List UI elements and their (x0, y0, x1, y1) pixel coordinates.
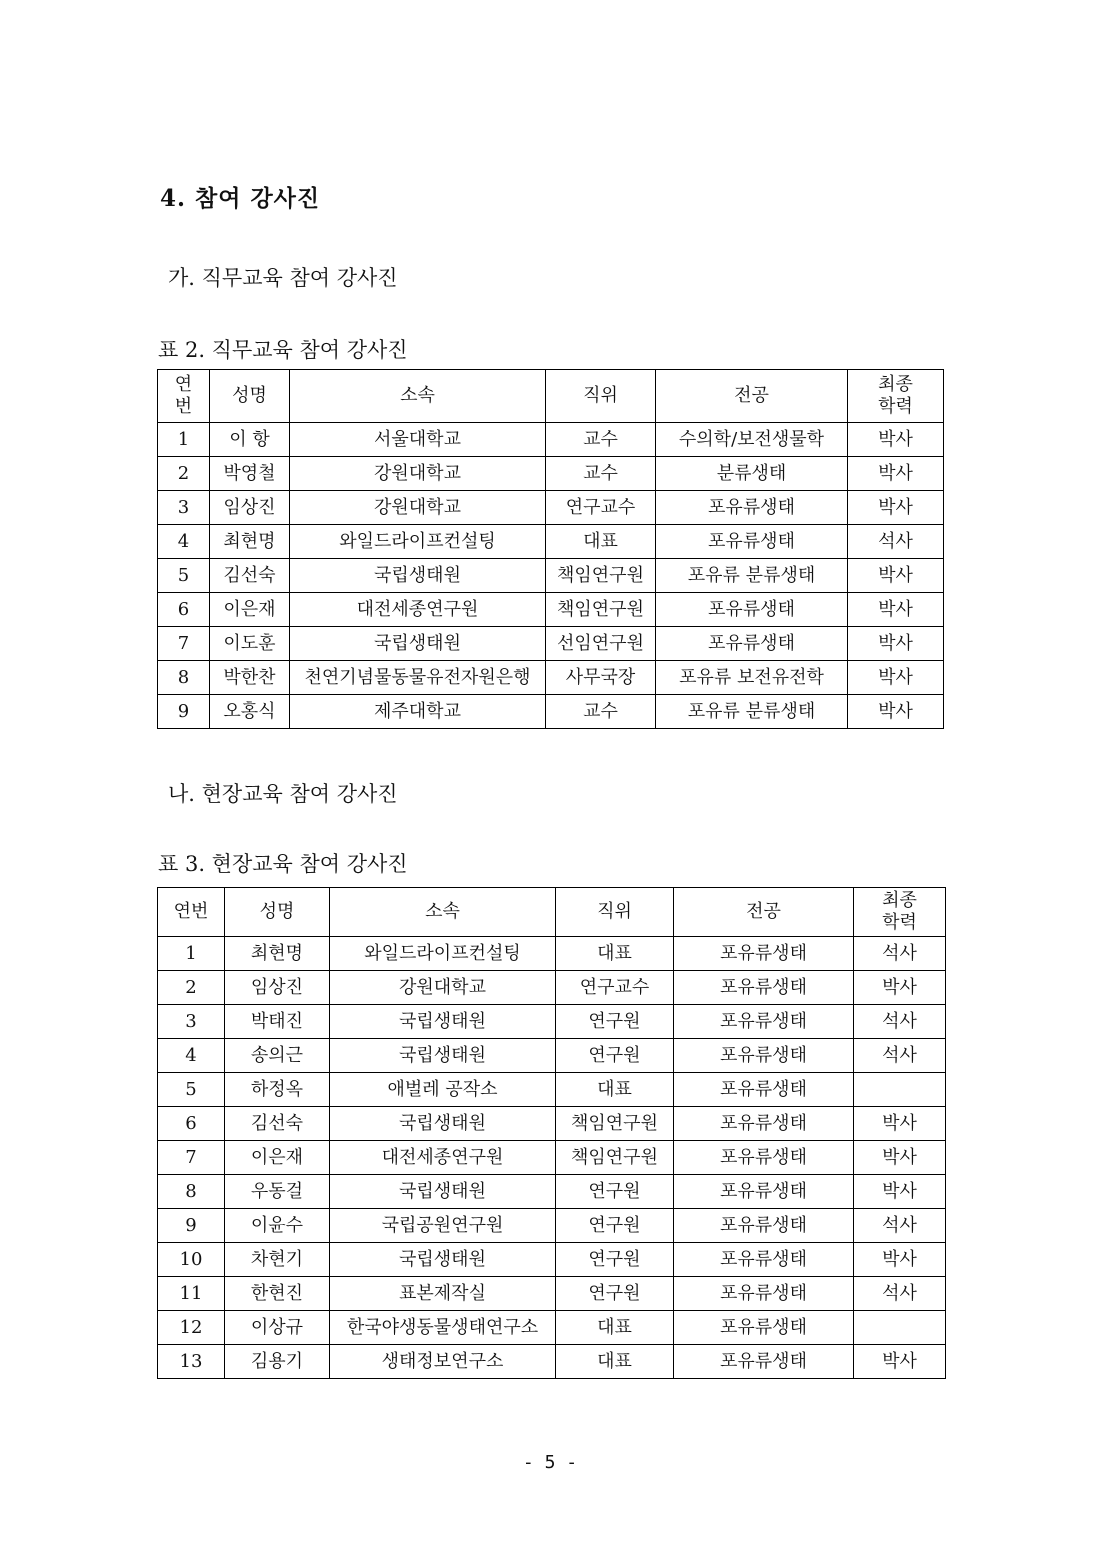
cell-degree: 박사 (848, 661, 944, 695)
cell-major: 포유류생태 (674, 1175, 854, 1209)
cell-number: 10 (158, 1243, 225, 1277)
cell-number: 8 (158, 661, 210, 695)
table-row (158, 1107, 946, 1141)
cell-number: 1 (158, 423, 210, 457)
cell-number: 6 (158, 1107, 225, 1141)
cell-position: 연구원 (556, 1243, 674, 1277)
cell-name: 김선숙 (210, 559, 290, 593)
cell-position: 연구원 (556, 1277, 674, 1311)
cell-affiliation: 국립생태원 (330, 1039, 556, 1073)
col-header-affiliation: 소속 (290, 370, 546, 423)
cell-number: 5 (158, 559, 210, 593)
table2-caption: 표 2. 직무교육 참여 강사진 (158, 338, 408, 362)
table2-instructors (157, 369, 944, 729)
cell-number: 3 (158, 1005, 225, 1039)
col-header-position: 직위 (546, 370, 656, 423)
cell-position: 교수 (546, 423, 656, 457)
cell-position: 책임연구원 (556, 1107, 674, 1141)
cell-position: 책임연구원 (546, 559, 656, 593)
table-row (158, 661, 944, 695)
cell-number: 3 (158, 491, 210, 525)
table-row (158, 593, 944, 627)
cell-major: 수의학/보전생물학 (656, 423, 848, 457)
cell-affiliation: 애벌레 공작소 (330, 1073, 556, 1107)
cell-name: 하정옥 (225, 1073, 330, 1107)
cell-number: 12 (158, 1311, 225, 1345)
table-row (158, 937, 946, 971)
cell-degree: 박사 (848, 423, 944, 457)
cell-degree: 박사 (854, 1243, 946, 1277)
cell-affiliation: 강원대학교 (290, 491, 546, 525)
table3-instructors (157, 887, 946, 1379)
cell-number: 1 (158, 937, 225, 971)
cell-affiliation: 생태정보연구소 (330, 1345, 556, 1379)
cell-degree: 박사 (848, 559, 944, 593)
table-row (158, 1175, 946, 1209)
table-row (158, 525, 944, 559)
subsection-a-heading: 가. 직무교육 참여 강사진 (168, 266, 398, 290)
cell-major: 포유류생태 (656, 593, 848, 627)
cell-name: 최현명 (225, 937, 330, 971)
cell-number: 7 (158, 1141, 225, 1175)
cell-affiliation: 와일드라이프컨설팅 (330, 937, 556, 971)
cell-degree: 박사 (848, 457, 944, 491)
cell-affiliation: 국립생태원 (330, 1243, 556, 1277)
cell-major: 포유류생태 (674, 1073, 854, 1107)
cell-degree: 석사 (854, 1039, 946, 1073)
cell-major: 포유류생태 (674, 1209, 854, 1243)
table-row (158, 423, 944, 457)
subsection-b-heading: 나. 현장교육 참여 강사진 (168, 782, 398, 806)
cell-name: 차현기 (225, 1243, 330, 1277)
cell-degree: 석사 (848, 525, 944, 559)
cell-major: 포유류 분류생태 (656, 559, 848, 593)
cell-position: 선임연구원 (546, 627, 656, 661)
col-header-position: 직위 (556, 888, 674, 937)
cell-affiliation: 국립생태원 (330, 1005, 556, 1039)
cell-position: 대표 (546, 525, 656, 559)
cell-major: 포유류 보전유전학 (656, 661, 848, 695)
cell-major: 포유류생태 (656, 627, 848, 661)
table-row (158, 491, 944, 525)
cell-number: 4 (158, 525, 210, 559)
cell-affiliation: 한국야생동물생태연구소 (330, 1311, 556, 1345)
cell-affiliation: 국립공원연구원 (330, 1209, 556, 1243)
cell-position: 연구원 (556, 1039, 674, 1073)
col-header-name: 성명 (225, 888, 330, 937)
cell-degree (854, 1311, 946, 1345)
cell-position: 교수 (546, 457, 656, 491)
table-row (158, 1209, 946, 1243)
table-row (158, 559, 944, 593)
cell-affiliation: 국립생태원 (330, 1175, 556, 1209)
cell-affiliation: 국립생태원 (330, 1107, 556, 1141)
table-row (158, 627, 944, 661)
cell-name: 임상진 (210, 491, 290, 525)
cell-number: 2 (158, 457, 210, 491)
cell-name: 이은재 (225, 1141, 330, 1175)
cell-position: 책임연구원 (546, 593, 656, 627)
cell-number: 9 (158, 695, 210, 729)
cell-name: 이 항 (210, 423, 290, 457)
cell-position: 책임연구원 (556, 1141, 674, 1175)
section-title: 4. 참여 강사진 (160, 185, 321, 212)
cell-major: 분류생태 (656, 457, 848, 491)
cell-major: 포유류생태 (674, 1311, 854, 1345)
cell-affiliation: 강원대학교 (290, 457, 546, 491)
col-header-affiliation: 소속 (330, 888, 556, 937)
table-row (158, 1005, 946, 1039)
cell-degree: 박사 (848, 695, 944, 729)
cell-degree: 박사 (854, 1141, 946, 1175)
cell-position: 대표 (556, 1345, 674, 1379)
cell-name: 박태진 (225, 1005, 330, 1039)
cell-major: 포유류생태 (674, 1141, 854, 1175)
cell-number: 4 (158, 1039, 225, 1073)
table2-body (158, 423, 944, 729)
table3-body (158, 937, 946, 1379)
cell-affiliation: 천연기념물동물유전자원은행 (290, 661, 546, 695)
table-row (158, 1243, 946, 1277)
cell-position: 사무국장 (546, 661, 656, 695)
col-header-degree (854, 888, 946, 937)
table2-header (158, 370, 944, 423)
table-row (158, 1311, 946, 1345)
cell-name: 오홍식 (210, 695, 290, 729)
cell-affiliation: 제주대학교 (290, 695, 546, 729)
cell-name: 한현진 (225, 1277, 330, 1311)
cell-degree: 박사 (848, 491, 944, 525)
cell-affiliation: 대전세종연구원 (290, 593, 546, 627)
cell-degree: 박사 (854, 971, 946, 1005)
table-row (158, 1141, 946, 1175)
cell-position: 연구원 (556, 1209, 674, 1243)
cell-name: 이도훈 (210, 627, 290, 661)
col-header-major: 전공 (656, 370, 848, 423)
cell-major: 포유류생태 (674, 971, 854, 1005)
cell-position: 연구교수 (556, 971, 674, 1005)
col-header-number-text: 연 번 (174, 374, 193, 417)
cell-major: 포유류생태 (674, 1005, 854, 1039)
table-row (158, 1345, 946, 1379)
cell-position: 연구교수 (546, 491, 656, 525)
col-header-degree-text: 최종 학력 (882, 890, 917, 933)
cell-name: 임상진 (225, 971, 330, 1005)
col-header-number: 연번 (158, 888, 225, 937)
cell-major: 포유류생태 (656, 491, 848, 525)
cell-name: 김용기 (225, 1345, 330, 1379)
cell-major: 포유류생태 (674, 1345, 854, 1379)
cell-number: 8 (158, 1175, 225, 1209)
col-header-number (158, 370, 210, 423)
cell-affiliation: 대전세종연구원 (330, 1141, 556, 1175)
cell-major: 포유류 분류생태 (656, 695, 848, 729)
table-row (158, 971, 946, 1005)
cell-affiliation: 표본제작실 (330, 1277, 556, 1311)
cell-degree: 박사 (848, 627, 944, 661)
cell-major: 포유류생태 (674, 1107, 854, 1141)
cell-number: 11 (158, 1277, 225, 1311)
cell-affiliation: 서울대학교 (290, 423, 546, 457)
cell-number: 5 (158, 1073, 225, 1107)
table-row (158, 1073, 946, 1107)
table-row (158, 457, 944, 491)
cell-name: 박영철 (210, 457, 290, 491)
cell-name: 우동걸 (225, 1175, 330, 1209)
cell-affiliation: 와일드라이프컨설팅 (290, 525, 546, 559)
cell-name: 김선숙 (225, 1107, 330, 1141)
cell-affiliation: 국립생태원 (290, 559, 546, 593)
cell-major: 포유류생태 (674, 1039, 854, 1073)
col-header-degree-text: 최종 학력 (878, 374, 913, 417)
cell-degree: 박사 (854, 1345, 946, 1379)
cell-degree: 석사 (854, 1005, 946, 1039)
cell-degree: 박사 (848, 593, 944, 627)
cell-major: 포유류생태 (674, 1277, 854, 1311)
cell-number: 7 (158, 627, 210, 661)
cell-name: 박한찬 (210, 661, 290, 695)
cell-name: 이은재 (210, 593, 290, 627)
cell-affiliation: 국립생태원 (290, 627, 546, 661)
cell-degree: 석사 (854, 1209, 946, 1243)
cell-number: 2 (158, 971, 225, 1005)
cell-degree: 석사 (854, 937, 946, 971)
cell-position: 대표 (556, 1311, 674, 1345)
cell-name: 이상규 (225, 1311, 330, 1345)
cell-number: 9 (158, 1209, 225, 1243)
table3-caption: 표 3. 현장교육 참여 강사진 (158, 852, 408, 876)
cell-position: 대표 (556, 937, 674, 971)
cell-affiliation: 강원대학교 (330, 971, 556, 1005)
table-row (158, 695, 944, 729)
cell-major: 포유류생태 (674, 937, 854, 971)
table-row (158, 1277, 946, 1311)
cell-position: 연구원 (556, 1175, 674, 1209)
cell-degree: 박사 (854, 1175, 946, 1209)
cell-name: 송의근 (225, 1039, 330, 1073)
cell-name: 이윤수 (225, 1209, 330, 1243)
cell-position: 연구원 (556, 1005, 674, 1039)
page-number: - 5 - (522, 1452, 578, 1473)
cell-degree: 박사 (854, 1107, 946, 1141)
cell-major: 포유류생태 (656, 525, 848, 559)
cell-position: 교수 (546, 695, 656, 729)
col-header-name: 성명 (210, 370, 290, 423)
cell-name: 최현명 (210, 525, 290, 559)
table-row (158, 1039, 946, 1073)
cell-degree (854, 1073, 946, 1107)
table3-header (158, 888, 946, 937)
cell-number: 6 (158, 593, 210, 627)
cell-degree: 석사 (854, 1277, 946, 1311)
col-header-major: 전공 (674, 888, 854, 937)
cell-major: 포유류생태 (674, 1243, 854, 1277)
col-header-degree (848, 370, 944, 423)
cell-position: 대표 (556, 1073, 674, 1107)
cell-number: 13 (158, 1345, 225, 1379)
